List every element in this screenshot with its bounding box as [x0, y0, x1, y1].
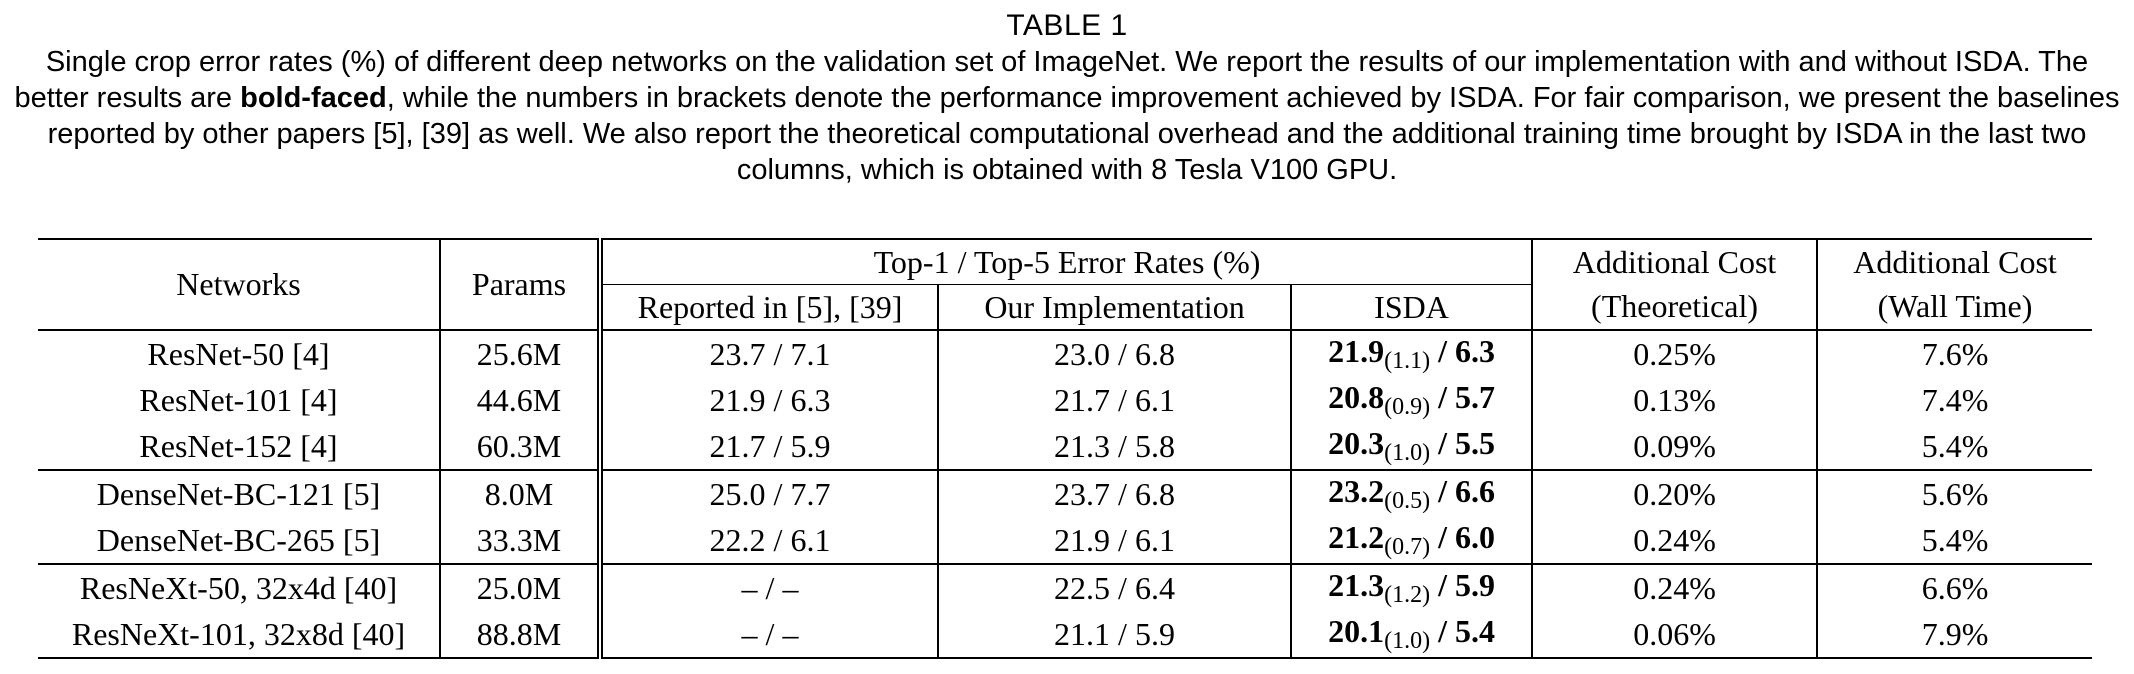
caption-bold-text: bold-faced: [240, 82, 387, 114]
cell-isda: [1291, 377, 1532, 423]
cell-reported: – / –: [600, 611, 938, 658]
table-caption-block: [0, 8, 2134, 188]
cell-cost-wall: 7.9%: [1817, 611, 2092, 658]
isda-top5: / 5.7: [1430, 379, 1495, 415]
cell-reported: 22.2 / 6.1: [600, 517, 938, 564]
header-our-implementation: Our Implementation: [938, 285, 1291, 331]
cell-params: 25.0M: [476, 569, 562, 606]
isda-improvement: (1.2): [1384, 582, 1431, 608]
header-error-rates-group: Top-1 / Top-5 Error Rates (%): [600, 239, 1532, 285]
isda-top1: 21.9: [1328, 333, 1385, 369]
cell-cost-wall: 7.4%: [1921, 381, 1989, 418]
cell-network: ResNet-50 [4]: [38, 330, 440, 377]
cell-cost-wall: 7.6%: [1921, 335, 1989, 372]
cell-isda: [1291, 470, 1532, 517]
isda-top1: 20.1: [1328, 613, 1385, 649]
isda-top5: / 6.3: [1430, 333, 1495, 369]
cell-reported: 23.7 / 7.1: [600, 330, 938, 377]
table-row: [38, 517, 2092, 564]
cell-params: 25.6M: [476, 335, 562, 372]
header-isda: ISDA: [1291, 285, 1532, 331]
isda-improvement: (0.7): [1384, 534, 1431, 560]
isda-improvement: (1.0): [1384, 628, 1431, 654]
cell-cost-wall: 5.4%: [1817, 517, 2092, 564]
table-caption: [0, 44, 2134, 188]
cell-isda: [1291, 611, 1532, 658]
caption-text-start: Single crop error rates (%) of different deep networks on the validation set of ImageNet. We report the results of our implementation with and without ISDA. The better results are: [14, 46, 2089, 114]
isda-top1: 20.8: [1328, 379, 1385, 415]
isda-top1: 21.2: [1328, 519, 1385, 555]
cell-network: ResNet-152 [4]: [38, 423, 440, 470]
cell-isda: [1291, 564, 1532, 611]
cell-network: ResNeXt-50, 32x4d [40]: [38, 564, 440, 611]
header-cost-theoretical-line2: (Theoretical): [1532, 285, 1817, 331]
cell-cost-theoretical: 0.24%: [1532, 564, 1817, 611]
table-label: TABLE 1: [1006, 9, 1128, 42]
isda-improvement: (0.9): [1384, 394, 1431, 420]
cell-reported: 21.9 / 6.3: [600, 377, 938, 423]
cell-cost-wall: 6.6%: [1921, 569, 1989, 606]
isda-top1: 20.3: [1328, 425, 1385, 461]
cell-ours: 22.5 / 6.4: [938, 564, 1291, 611]
caption-text-end: , while the numbers in brackets denote the performance improvement achieved by ISDA. For fair comparison, we present the baselines reported by other papers [5], [39] as well. We also report the theoretical computational overhead and the additional training time brought by ISDA in the last two columns, which is obtained with 8 Tesla V100 GPU.: [47, 82, 2120, 186]
table-row: [38, 377, 2092, 423]
cell-cost-theoretical: 0.24%: [1532, 517, 1817, 564]
cell-cost-wall: 5.4%: [1817, 423, 2092, 470]
header-cost-theoretical-line1: Additional Cost: [1532, 239, 1817, 285]
cell-cost-theoretical: 0.13%: [1532, 377, 1817, 423]
table-row: [38, 423, 2092, 470]
cell-reported: – / –: [600, 564, 938, 611]
header-cost-wall-line1: Additional Cost: [1817, 239, 2092, 285]
isda-top1: 21.3: [1328, 567, 1385, 603]
isda-improvement: (1.0): [1384, 440, 1431, 466]
table-row: [38, 470, 2092, 517]
cell-params: 60.3M: [440, 423, 600, 470]
cell-isda: [1291, 330, 1532, 377]
cell-network: DenseNet-BC-265 [5]: [38, 517, 440, 564]
isda-top5: / 5.4: [1430, 613, 1495, 649]
cell-ours: 21.3 / 5.8: [938, 423, 1291, 470]
cell-cost-theoretical: 0.09%: [1532, 423, 1817, 470]
isda-top5: / 5.9: [1430, 567, 1495, 603]
cell-params: 8.0M: [484, 475, 554, 512]
table-row: [38, 564, 2092, 611]
isda-top5: / 6.6: [1430, 473, 1495, 509]
cell-cost-theoretical: 0.20%: [1532, 470, 1817, 517]
isda-improvement: (0.5): [1384, 488, 1431, 514]
cell-cost-wall: 5.6%: [1921, 475, 1989, 512]
cell-isda: [1291, 423, 1532, 470]
cell-params: 88.8M: [440, 611, 600, 658]
cell-network: ResNet-101 [4]: [38, 377, 440, 423]
isda-improvement: (1.1): [1384, 348, 1431, 374]
cell-params: 33.3M: [440, 517, 600, 564]
cell-cost-theoretical: 0.06%: [1532, 611, 1817, 658]
cell-network: ResNeXt-101, 32x8d [40]: [38, 611, 440, 658]
cell-ours: 23.7 / 6.8: [938, 470, 1291, 517]
table-row: [38, 330, 2092, 377]
isda-top1: 23.2: [1328, 473, 1385, 509]
table-row: [38, 611, 2092, 658]
header-reported: Reported in [5], [39]: [600, 285, 938, 331]
header-cost-wall-line2: (Wall Time): [1817, 285, 2092, 331]
cell-reported: 21.7 / 5.9: [600, 423, 938, 470]
cell-ours: 23.0 / 6.8: [938, 330, 1291, 377]
isda-top5: / 5.5: [1430, 425, 1495, 461]
cell-params: 44.6M: [476, 381, 562, 418]
cell-cost-theoretical: 0.25%: [1532, 330, 1817, 377]
cell-reported: 25.0 / 7.7: [600, 470, 938, 517]
cell-ours: 21.1 / 5.9: [938, 611, 1291, 658]
results-table: [38, 238, 2092, 659]
isda-top5: / 6.0: [1430, 519, 1495, 555]
cell-isda: [1291, 517, 1532, 564]
cell-ours: 21.9 / 6.1: [938, 517, 1291, 564]
cell-ours: 21.7 / 6.1: [938, 377, 1291, 423]
header-networks: Networks: [38, 239, 440, 330]
cell-network: DenseNet-BC-121 [5]: [38, 470, 440, 517]
header-params: Params: [440, 239, 600, 330]
